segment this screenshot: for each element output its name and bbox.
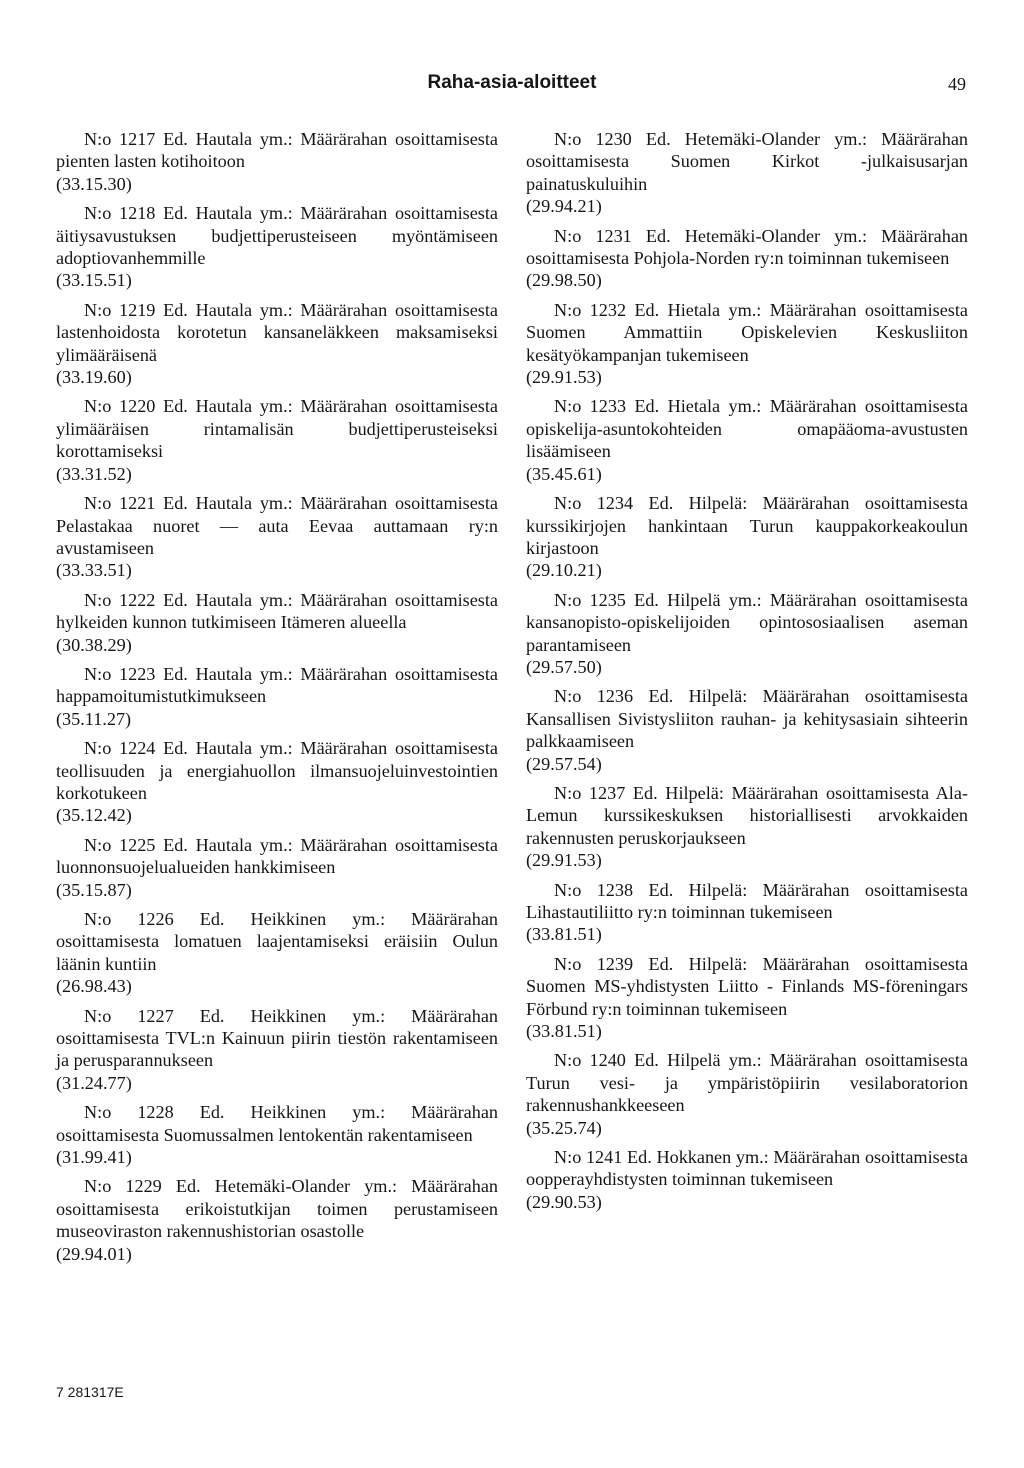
list-item bbox=[526, 589, 968, 679]
entry-code: (35.11.27) bbox=[56, 708, 132, 729]
list-item bbox=[56, 908, 498, 998]
list-item bbox=[56, 395, 498, 485]
list-item bbox=[526, 1146, 968, 1213]
entry-code: (31.99.41) bbox=[56, 1147, 132, 1168]
list-item bbox=[56, 589, 498, 656]
entry-text: N:o 1221 Ed. Hautala ym.: Määrärahan osoittamisesta Pelastakaa nuoret — auta Eevaa auttamaan ry:n avustamiseen bbox=[56, 493, 498, 558]
entry-text: N:o 1235 Ed. Hilpelä ym.: Määrärahan osoittamisesta kansanopisto-opiskelijoiden opintososiaalisen aseman parantamiseen bbox=[526, 589, 968, 655]
entry-text: N:o 1223 Ed. Hautala ym.: Määrärahan osoittamisesta happamoitumistutkimukseen bbox=[56, 663, 498, 707]
list-item bbox=[56, 492, 498, 582]
entry-code: (33.33.51) bbox=[56, 560, 132, 581]
list-item bbox=[526, 685, 968, 775]
list-item bbox=[56, 1175, 498, 1265]
list-item bbox=[526, 953, 968, 1043]
entry-text: N:o 1230 Ed. Hetemäki-Olander ym.: Määrärahan osoittamisesta Suomen Kirkot -julkaisusarjan painatuskuluihin bbox=[526, 129, 968, 194]
entry-text: N:o 1241 Ed. Hokkanen ym.: Määrärahan osoittamisesta oopperayhdistysten toiminnan tukemiseen bbox=[526, 1147, 968, 1190]
entry-text: N:o 1229 Ed. Hetemäki-Olander ym.: Määrärahan osoittamisesta erikoistutkijan toimen perustamiseen museoviraston rakennushistorian osastolle bbox=[56, 1176, 498, 1242]
entry-text: N:o 1233 Ed. Hietala ym.: Määrärahan osoittamisesta opiskelija-asuntokohteiden omapääoma-avustusten lisäämiseen bbox=[526, 396, 968, 462]
print-code: 7 281317E bbox=[56, 1384, 124, 1400]
list-item bbox=[56, 299, 498, 389]
entry-code: (29.90.53) bbox=[526, 1191, 602, 1212]
list-item bbox=[56, 1101, 498, 1168]
entry-code: (29.98.50) bbox=[526, 270, 602, 291]
entry-code: (33.81.51) bbox=[526, 1021, 602, 1042]
entry-code: (29.57.50) bbox=[526, 656, 602, 677]
entry-text: N:o 1238 Ed. Hilpelä: Määrärahan osoittamisesta Lihastautiliitto ry:n toiminnan tukemiseen bbox=[526, 879, 968, 922]
entry-code: (35.15.87) bbox=[56, 879, 132, 900]
page-number: 49 bbox=[948, 74, 966, 94]
list-item bbox=[526, 492, 968, 582]
entry-text: N:o 1228 Ed. Heikkinen ym.: Määrärahan osoittamisesta Suomussalmen lentokentän rakentamiseen bbox=[56, 1102, 498, 1145]
list-item bbox=[526, 128, 968, 218]
entry-code: (35.25.74) bbox=[526, 1117, 602, 1138]
entry-text: N:o 1218 Ed. Hautala ym.: Määrärahan osoittamisesta äitiysavustuksen budjettiperusteiseen myöntämiseen adoptiovanhemmille bbox=[56, 203, 498, 269]
entry-text: N:o 1240 Ed. Hilpelä ym.: Määrärahan osoittamisesta Turun vesi- ja ympäristöpiirin vesilaboratorion rakennushankkeeseen bbox=[526, 1050, 968, 1116]
list-item bbox=[56, 128, 498, 195]
entry-code: (29.94.21) bbox=[526, 196, 602, 217]
entry-code: (29.10.21) bbox=[526, 560, 602, 581]
entry-code: (29.94.01) bbox=[56, 1243, 132, 1264]
entry-text: N:o 1231 Ed. Hetemäki-Olander ym.: Määrärahan osoittamisesta Pohjola-Norden ry:n toiminnan tukemiseen bbox=[526, 225, 968, 269]
entry-text: N:o 1217 Ed. Hautala ym.: Määrärahan osoittamisesta pienten lasten kotihoitoon bbox=[56, 129, 498, 172]
entry-code: (29.57.54) bbox=[526, 753, 602, 774]
entry-text: N:o 1239 Ed. Hilpelä: Määrärahan osoittamisesta Suomen MS-yhdistysten Liitto - Finlands MS-föreningars Förbund ry:n toiminnan tukemiseen bbox=[526, 953, 968, 1019]
entry-text: N:o 1237 Ed. Hilpelä: Määrärahan osoittamisesta Ala-Lemun kurssikeskuksen historiallisesti arvokkaiden rakennusten peruskorjaukseen bbox=[526, 782, 968, 848]
entry-text: N:o 1224 Ed. Hautala ym.: Määrärahan osoittamisesta teollisuuden ja energiahuollon ilmansuojeluinvestointien korkotukeen bbox=[56, 738, 498, 803]
entry-code: (31.24.77) bbox=[56, 1072, 132, 1093]
entry-text: N:o 1222 Ed. Hautala ym.: Määrärahan osoittamisesta hylkeiden kunnon tutkimiseen Itämeren alueella bbox=[56, 589, 498, 633]
list-item bbox=[526, 299, 968, 389]
list-item bbox=[526, 879, 968, 946]
entry-text: N:o 1236 Ed. Hilpelä: Määrärahan osoittamisesta Kansallisen Sivistysliiton rauhan- ja kehitysasiain sihteerin palkkaamiseen bbox=[526, 686, 968, 752]
right-column bbox=[526, 128, 968, 1220]
entry-code: (26.98.43) bbox=[56, 976, 132, 997]
entry-text: N:o 1226 Ed. Heikkinen ym.: Määrärahan osoittamisesta lomatuen laajentamiseksi eräisiin Oulun läänin kuntiin bbox=[56, 909, 498, 974]
left-column bbox=[56, 128, 498, 1272]
list-item bbox=[526, 395, 968, 485]
entry-code: (33.15.51) bbox=[56, 270, 132, 291]
entry-code: (33.81.51) bbox=[526, 924, 602, 945]
page-header bbox=[56, 66, 968, 96]
entry-code: (30.38.29) bbox=[56, 634, 132, 655]
entry-text: N:o 1220 Ed. Hautala ym.: Määrärahan osoittamisesta ylimääräisen rintamalisän budjettiperusteiseksi korottamiseksi bbox=[56, 396, 498, 462]
entry-code: (35.45.61) bbox=[526, 463, 602, 484]
list-item bbox=[56, 663, 498, 730]
entry-code: (33.31.52) bbox=[56, 463, 132, 484]
entry-text: N:o 1232 Ed. Hietala ym.: Määrärahan osoittamisesta Suomen Ammattiin Opiskelevien Keskusliiton kesätyökampanjan tukemiseen bbox=[526, 299, 968, 365]
entry-text: N:o 1234 Ed. Hilpelä: Määrärahan osoittamisesta kurssikirjojen hankintaan Turun kauppakorkeakoulun kirjastoon bbox=[526, 493, 968, 558]
entry-code: (29.91.53) bbox=[526, 367, 602, 388]
list-item bbox=[526, 225, 968, 292]
list-item bbox=[56, 737, 498, 827]
list-item bbox=[526, 782, 968, 872]
entry-code: (29.91.53) bbox=[526, 850, 602, 871]
entry-text: N:o 1227 Ed. Heikkinen ym.: Määrärahan osoittamisesta TVL:n Kainuun piirin tiestön rakentamiseen ja perusparannukseen bbox=[56, 1005, 498, 1071]
entry-code: (33.19.60) bbox=[56, 367, 132, 388]
list-item bbox=[56, 202, 498, 292]
list-item bbox=[526, 1049, 968, 1139]
entry-text: N:o 1219 Ed. Hautala ym.: Määrärahan osoittamisesta lastenhoidosta korotetun kansaneläkkeen maksamiseksi ylimääräisenä bbox=[56, 299, 498, 365]
list-item bbox=[56, 1005, 498, 1095]
page-title: Raha-asia-aloitteet bbox=[427, 72, 597, 93]
entry-code: (33.15.30) bbox=[56, 173, 132, 194]
entry-text: N:o 1225 Ed. Hautala ym.: Määrärahan osoittamisesta luonnonsuojelualueiden hankkimiseen bbox=[56, 834, 498, 878]
entry-code: (35.12.42) bbox=[56, 805, 132, 826]
list-item bbox=[56, 834, 498, 901]
